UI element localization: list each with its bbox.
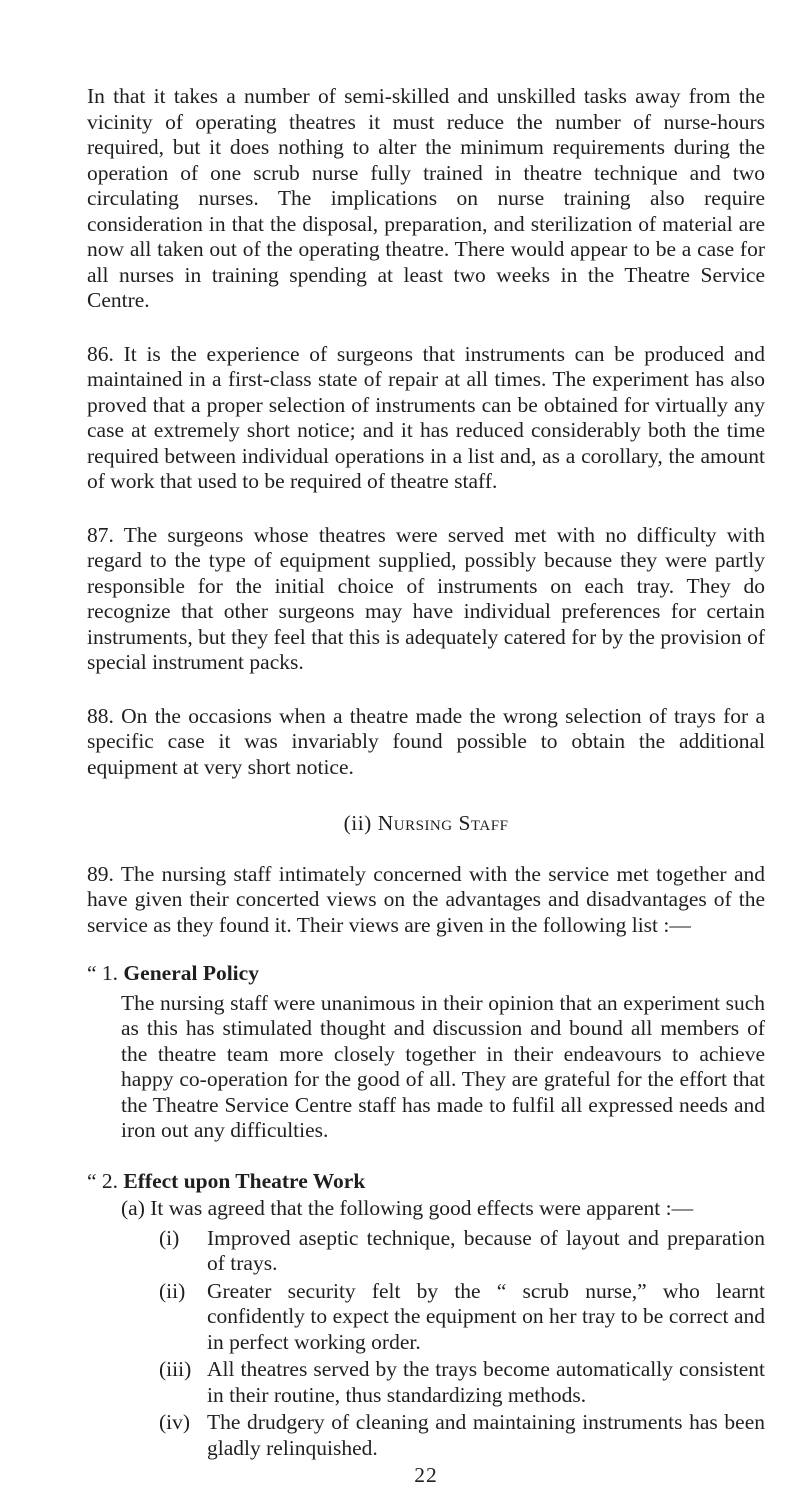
list-item-marker: (i) xyxy=(159,1225,180,1250)
effect-intro xyxy=(121,1196,765,1222)
general-policy-title: General Policy xyxy=(123,961,259,985)
list-item-marker: (ii) xyxy=(159,1278,186,1303)
list-item xyxy=(159,1410,765,1461)
list-item-marker: (iv) xyxy=(159,1410,191,1434)
list-item-text: Improved aseptic technique, because of layout and preparation of trays. xyxy=(207,1225,765,1275)
effect-intro-label: (a) xyxy=(121,1196,145,1220)
list-item xyxy=(159,1226,765,1277)
section-heading-prefix: (ii) xyxy=(343,811,372,835)
effect-upon-work-number: “ 2. xyxy=(87,1168,119,1193)
document-page xyxy=(87,84,765,1489)
effect-intro-text: It was agreed that the following good effects were apparent :— xyxy=(150,1196,694,1220)
paragraph-87: 87. The surgeons whose theatres were served met with no difficulty with regard to the type of equipment supplied, possibly because they were partly responsible for the initial choice of instruments on each tray. They do recognize that other surgeons may have individual preferences for certain instruments, but they feel that this is adequately catered for by the provision of special instrument packs. xyxy=(87,522,765,674)
page-number: 22 xyxy=(414,1463,438,1487)
general-policy-number: “ 1. xyxy=(87,961,119,985)
paragraph-88: 88. On the occasions when a theatre made the wrong selection of trays for a specific case it was invariably found possible to obtain the additional equipment at very short notice. xyxy=(87,703,765,779)
list-item-text: All theatres served by the trays become automatically consistent in their routine, thus standardizing methods. xyxy=(207,1357,765,1407)
list-item-marker: (iii) xyxy=(159,1357,192,1381)
general-policy-text: The nursing staff were unanimous in their opinion that an experiment such as this has stimulated thought and discussion and bound all members of the theatre team more closely together in their endeavours to achieve happy co-operation for the good of all. They are grateful for the effort that the Theatre Service Centre staff has made to fulfil all expressed needs and iron out any difficulties. xyxy=(121,990,765,1142)
paragraph-85-continued: In that it takes a number of semi-skilled and unskilled tasks away from the vicinity of operating theatres it must reduce the number of nurse-hours required, but it does nothing to alter the minimum requirements during the operation of one scrub nurse fully trained in theatre technique and two circulating nurses. The implications on nurse training also require consideration in that the disposal, preparation, and sterilization of material are now all taken out of the operating theatre. There would appear to be a case for all nurses in training spending at least two weeks in the Theatre Service Centre. xyxy=(87,84,765,312)
list-item-text: Greater security felt by the “ scrub nurse,” who learnt confidently to expect the equipment on her tray to be correct and in perfect working order. xyxy=(207,1278,765,1354)
section-heading-title: Nursing Staff xyxy=(377,811,509,835)
list-item-text: The drudgery of cleaning and maintaining instruments has been gladly relinquished. xyxy=(207,1410,765,1460)
effect-upon-work-title: Effect upon Theatre Work xyxy=(123,1168,366,1193)
list-item xyxy=(159,1357,765,1408)
paragraph-89: 89. The nursing staff intimately concerned with the service met together and have given their concerted views on the advantages and disadvantages of the service as they found it. Their views are given in the following list :— xyxy=(87,861,765,937)
effect-upon-work-heading xyxy=(87,1169,765,1195)
paragraph-86: 86. It is the experience of surgeons that instruments can be produced and maintained in a first-class state of repair at all times. The experiment has also proved that a proper selection of instruments can be obtained for virtually any case at extremely short notice; and it has reduced considerably both the time required between individual operations in a list and, as a corollary, the amount of work that used to be required of theatre staff. xyxy=(87,341,765,493)
general-policy-heading xyxy=(87,961,765,987)
list-item xyxy=(159,1279,765,1356)
section-heading xyxy=(87,811,765,837)
effects-list xyxy=(159,1226,765,1462)
